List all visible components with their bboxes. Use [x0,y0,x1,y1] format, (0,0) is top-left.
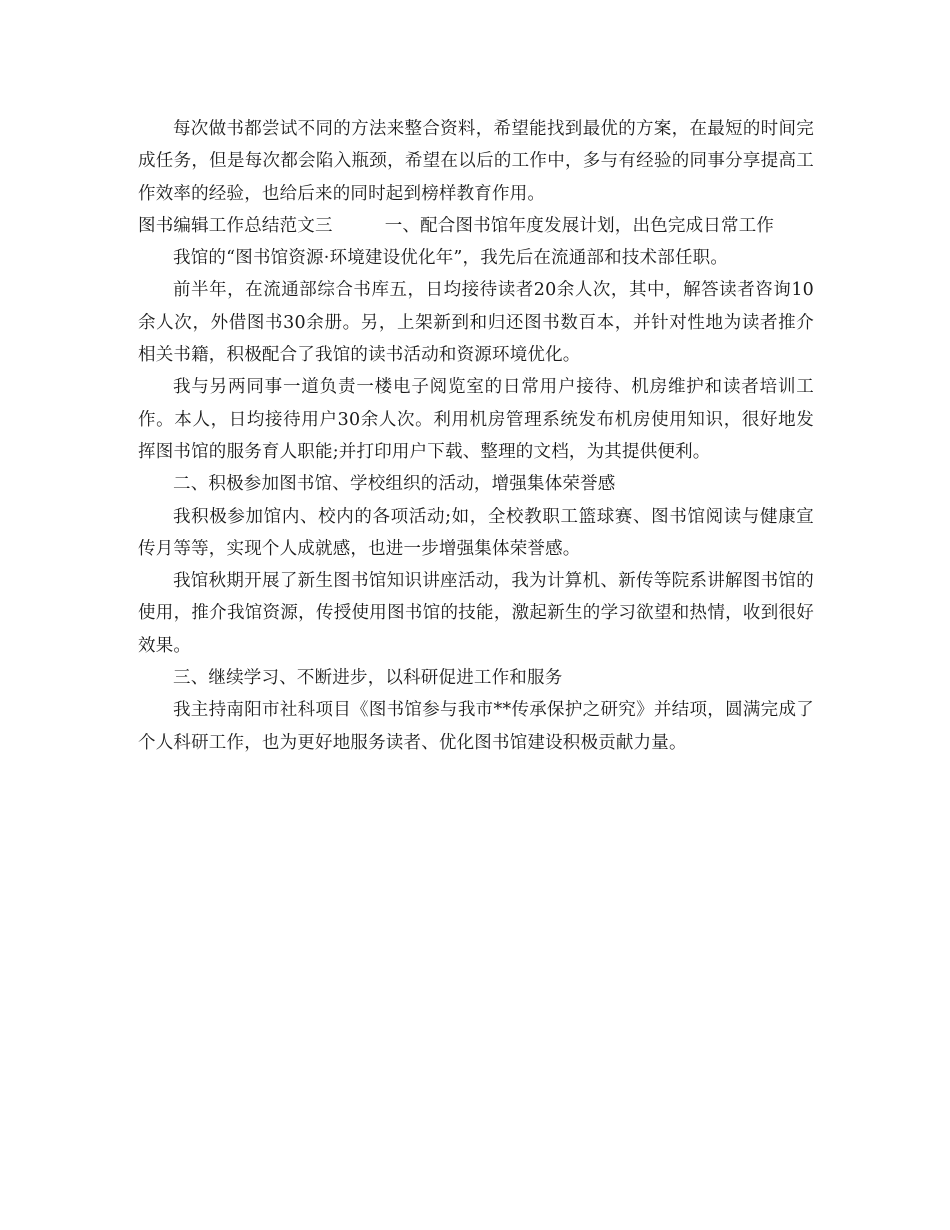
paragraph-activities: 我积极参加馆内、校内的各项活动;如，全校教职工篮球赛、图书馆阅读与健康宣传月等等，实现个人成就感，也进一步增强集体荣誉感。 [138,506,814,559]
paragraph-work-reflection: 每次做书都尝试不同的方法来整合资料，希望能找到最优的方案，在最短的时间完成任务，但是每次都会陷入瓶颈，希望在以后的工作中，多与有经验的同事分享提高工作效率的经验，也给后来的同时起到榜样教育作用。 [138,119,814,204]
paragraph-research: 我主持南阳市社科项目《图书馆参与我市**传承保护之研究》并结项，圆满完成了个人科研工作，也为更好地服务读者、优化图书馆建设积极贡献力量。 [138,700,814,753]
paragraph-library-year: 我馆的“图书馆资源·环境建设优化年”，我先后在流通部和技术部任职。 [173,248,729,269]
section-heading-2: 二、积极参加图书馆、学校组织的活动，增强集体荣誉感 [173,474,616,495]
paragraph-orientation: 我馆秋期开展了新生图书馆知识讲座活动，我为计算机、新传等院系讲解图书馆的使用，推介我馆资源，传授使用图书馆的技能，激起新生的学习欲望和热情，收到很好效果。 [138,571,814,656]
section-heading-3: 三、继续学习、不断进步，以科研促进工作和服务 [173,668,563,689]
title-gap [333,210,385,242]
paragraph-circulation: 前半年，在流通部综合书库五，日均接待读者20余人次，其中，解答读者咨询10余人次，外借图书30余册。另，上架新到和归还图书数百本，并针对性地为读者推介相关书籍，积极配合了我馆的读书活动和资源环境优化。 [138,280,814,366]
document-body [138,113,814,759]
document-subtitle: 图书编辑工作总结范文三 [138,215,333,236]
paragraph-e-reading-room: 我与另两同事一道负责一楼电子阅览室的日常用户接待、机房维护和读者培训工作。本人，日均接待用户30余人次。利用机房管理系统发布机房使用知识，很好地发挥图书馆的服务育人职能;并打印用户下载、整理的文档，为其提供便利。 [138,377,814,462]
section-heading-1: 一、配合图书馆年度发展计划，出色完成日常工作 [384,215,775,236]
section-title-line [138,210,814,242]
